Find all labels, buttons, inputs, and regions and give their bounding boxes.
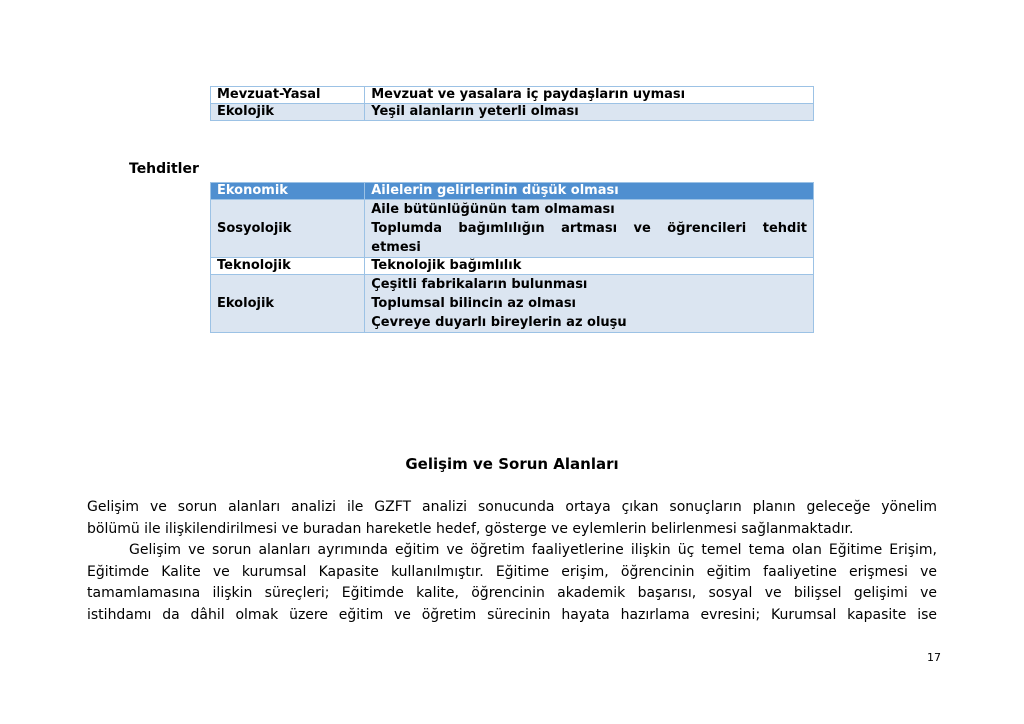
category-cell: Ekonomik bbox=[211, 183, 365, 200]
item-cell bbox=[365, 275, 814, 333]
item-cell: Yeşil alanların yeterli olması bbox=[365, 104, 814, 121]
table-row bbox=[211, 258, 814, 275]
item-line: etmesi bbox=[371, 240, 421, 255]
item-line: Çevreye duyarlı bireylerin az oluşu bbox=[371, 315, 627, 330]
paragraph-line: Gelişim ve sorun alanları analizi ile GZFT analizi sonucunda ortaya çıkan sonuçların planın geleceğe yönelim bbox=[87, 499, 937, 515]
category-cell: Sosyolojik bbox=[211, 200, 365, 258]
item-line: Toplumda bağımlılığın artması ve öğrencileri tehdit bbox=[371, 221, 807, 236]
table-row bbox=[211, 200, 814, 258]
item-cell: Teknolojik bağımlılık bbox=[365, 258, 814, 275]
threats-table bbox=[210, 182, 814, 333]
table-row bbox=[211, 104, 814, 121]
item-cell bbox=[365, 200, 814, 258]
item-line: Aile bütünlüğünün tam olmaması bbox=[371, 202, 615, 217]
category-cell: Ekolojik bbox=[211, 275, 365, 333]
item-cell: Ailelerin gelirlerinin düşük olması bbox=[365, 183, 814, 200]
item-cell: Mevzuat ve yasalara iç paydaşların uyması bbox=[365, 87, 814, 104]
category-cell: Teknolojik bbox=[211, 258, 365, 275]
item-line: Çeşitli fabrikaların bulunması bbox=[371, 277, 588, 292]
paragraph-line: bölümü ile ilişkilendirilmesi ve buradan hareketle hedef, gösterge ve eylemlerin belirlenmesi sağlanmaktadır. bbox=[87, 520, 854, 537]
paragraph-line: tamamlamasına ilişkin süreçleri; Eğitimde kalite, öğrencinin akademik başarısı, sosyal ve bilişsel gelişimi ve bbox=[87, 585, 937, 601]
paragraph-line: istihdamı da dâhil olmak üzere eğitim ve öğretim sürecinin hayata hazırlama evresini; Kurumsal kapasite ise bbox=[87, 606, 937, 623]
paragraph-2 bbox=[87, 540, 937, 626]
category-cell: Mevzuat-Yasal bbox=[211, 87, 365, 104]
item-line: Toplumsal bilincin az olması bbox=[371, 296, 577, 311]
threats-heading: Tehditler bbox=[129, 161, 199, 177]
table-row bbox=[211, 275, 814, 333]
paragraph-line: Gelişim ve sorun alanları ayrımında eğitim ve öğretim faaliyetlerine ilişkin üç temel tema olan Eğitime Erişim, bbox=[129, 542, 937, 558]
table-header-row bbox=[211, 183, 814, 200]
paragraph-line: Eğitimde Kalite ve kurumsal Kapasite kullanılmıştır. Eğitime erişim, öğrencinin eğitim faaliyetine erişmesi ve bbox=[87, 563, 937, 580]
category-cell: Ekolojik bbox=[211, 104, 365, 121]
paragraph-1 bbox=[87, 497, 937, 540]
strengths-table bbox=[210, 86, 814, 121]
table-row bbox=[211, 87, 814, 104]
page-number: 17 bbox=[927, 651, 941, 664]
section-title: Gelişim ve Sorun Alanları bbox=[405, 455, 619, 473]
